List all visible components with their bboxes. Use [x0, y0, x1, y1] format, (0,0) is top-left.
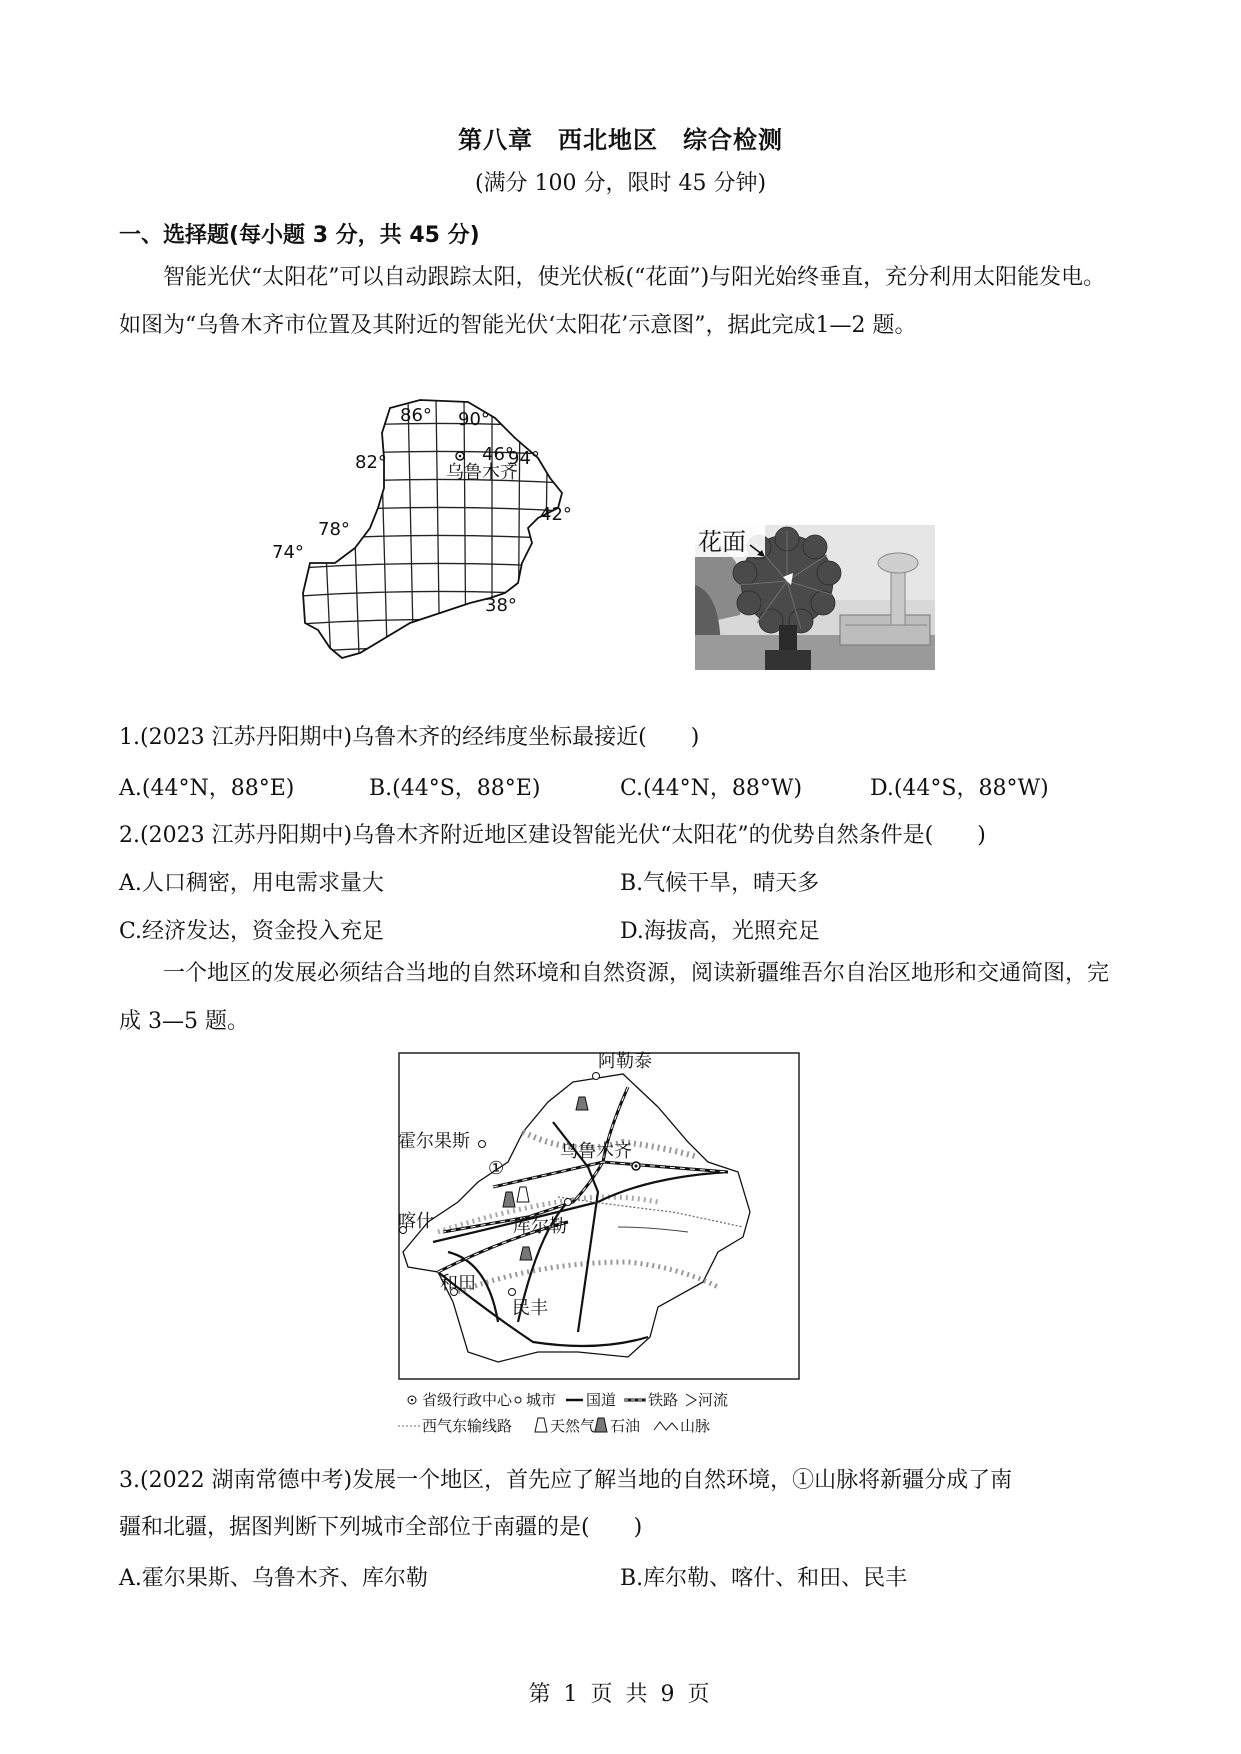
page-title: 第八章 西北地区 综合检测	[458, 126, 783, 154]
xinjiang-transport-map	[398, 1052, 844, 1444]
q2-option-a[interactable]: A.人口稠密，用电需求量大	[119, 871, 384, 896]
xinjiang-grid-map	[272, 398, 610, 683]
label-lon86: 86°	[400, 405, 432, 426]
legend-capital: 省级行政中心	[422, 1391, 513, 1409]
question-1-stem: 1.(2023 江苏丹阳期中)乌鲁木齐的经纬度坐标最接近( )	[119, 725, 700, 750]
q1-option-b[interactable]: B.(44°S，88°E)	[369, 776, 541, 801]
city-kuerle: 库尔勒	[513, 1216, 567, 1237]
flower-face-label: 花面	[698, 528, 746, 556]
legend-mountain: 山脉	[680, 1417, 711, 1435]
label-lon74: 74°	[272, 542, 304, 563]
city-minfeng: 民丰	[512, 1298, 548, 1319]
legend-city: 城市	[526, 1391, 557, 1409]
legend-oil: 石油	[610, 1417, 641, 1435]
page-subtitle: (满分 100 分，限时 45 分钟)	[474, 171, 767, 196]
label-lon94: 94°	[508, 448, 540, 469]
legend-river: 河流	[698, 1391, 729, 1409]
city-kashi: 喀什	[398, 1211, 434, 1232]
q3-option-a[interactable]: A.霍尔果斯、乌鲁木齐、库尔勒	[119, 1566, 428, 1591]
q2-option-d[interactable]: D.海拔高，光照充足	[620, 919, 820, 944]
q1-option-c[interactable]: C.(44°N，88°W)	[620, 776, 803, 801]
q3-option-b[interactable]: B.库尔勒、喀什、和田、民丰	[620, 1566, 908, 1591]
legend-gas: 天然气	[550, 1417, 596, 1435]
city-huoerguosi: 霍尔果斯	[398, 1131, 470, 1152]
label-lon78: 78°	[318, 519, 350, 540]
mountain-marker-1: ①	[488, 1158, 505, 1179]
city-aletai: 阿勒泰	[598, 1051, 652, 1072]
intro-paragraph-2: 一个地区的发展必须结合当地的自然环境和自然资源，阅读新疆维吾尔自治区地形和交通简图，完成 3—5 题。	[119, 961, 1110, 1034]
q1-option-a[interactable]: A.(44°N，88°E)	[119, 776, 295, 801]
label-lat42: 42°	[540, 504, 572, 525]
legend-railway: 铁路	[648, 1391, 679, 1409]
city-hetian: 和田	[440, 1273, 476, 1294]
label-lon46: 46°	[482, 444, 514, 465]
intro-paragraph-1: 智能光伏“太阳花”可以自动跟踪太阳，使光伏板(“花面”)与阳光始终垂直，充分利用太阳能发电。如图为“乌鲁木齐市位置及其附近的智能光伏‘太阳花’示意图”，据此完成1—2 题。	[119, 265, 1106, 338]
city-urumqi: 乌鲁木齐	[560, 1141, 632, 1162]
q1-option-d[interactable]: D.(44°S，88°W)	[870, 776, 1049, 801]
label-lon82: 82°	[355, 452, 387, 473]
q2-option-c[interactable]: C.经济发达，资金投入充足	[119, 919, 385, 944]
q2-option-b[interactable]: B.气候干旱，晴天多	[620, 871, 820, 896]
legend-highway: 国道	[586, 1391, 617, 1409]
section-heading: 一、选择题(每小题 3 分，共 45 分)	[119, 223, 480, 248]
legend-pipeline: 西气东输线路	[422, 1417, 513, 1435]
page-footer: 第 1 页 共 9 页	[528, 1682, 713, 1707]
label-urumqi: 乌鲁木齐	[446, 462, 518, 483]
sunflower-photo	[695, 525, 935, 670]
question-3-stem-line1: 3.(2022 湖南常德中考)发展一个地区，首先应了解当地的自然环境，①山脉将新疆分成了南	[119, 1468, 1013, 1493]
label-lat38: 38°	[485, 595, 517, 616]
label-lon90: 90°	[458, 409, 490, 430]
question-3-stem-line2: 疆和北疆，据图判断下列城市全部位于南疆的是( )	[119, 1515, 643, 1540]
question-2-stem: 2.(2023 江苏丹阳期中)乌鲁木齐附近地区建设智能光伏“太阳花”的优势自然条件是( )	[119, 823, 986, 848]
